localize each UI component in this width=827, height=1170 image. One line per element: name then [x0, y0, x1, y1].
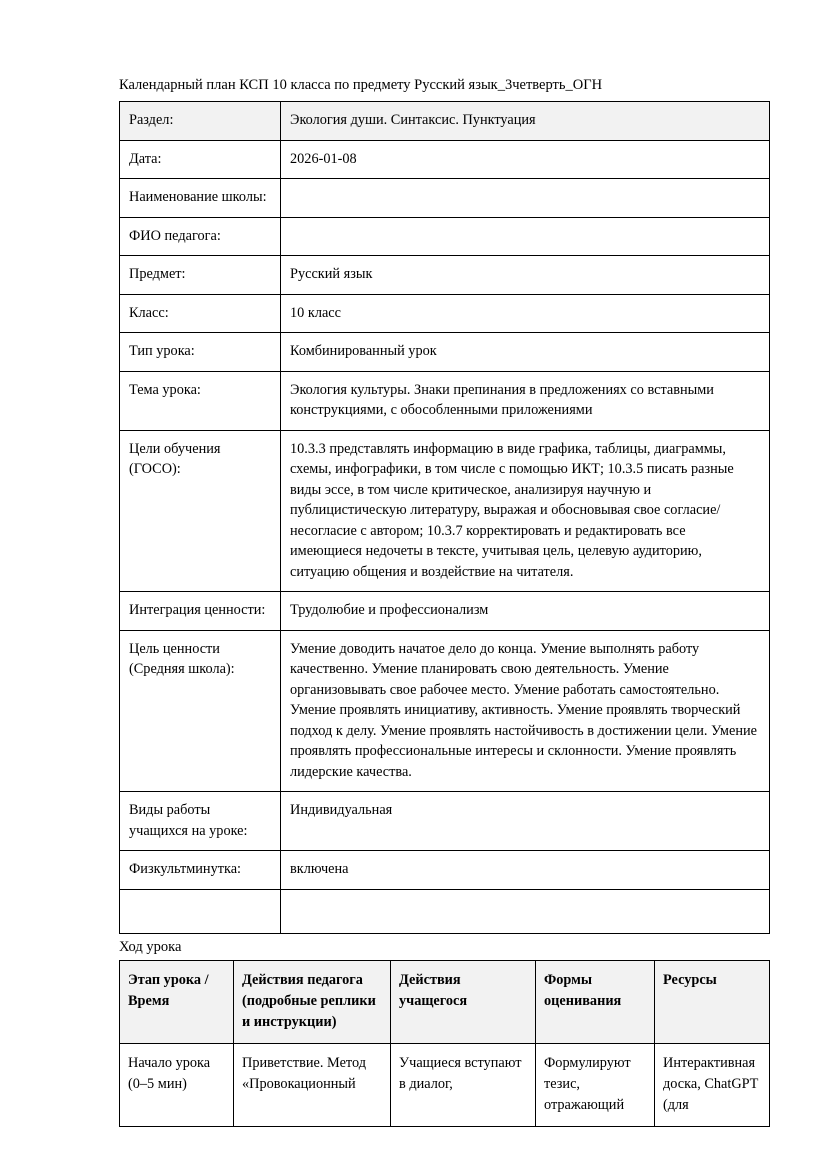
table-row: [120, 179, 770, 218]
info-label: Наименование школы:: [120, 179, 281, 218]
info-label: Цель ценности (Средняя школа):: [120, 630, 281, 792]
info-label: Тема урока:: [120, 371, 281, 430]
cell-teacher-actions: Приветствие. Метод «Провокационный: [234, 1043, 391, 1126]
info-label: Физкультминутка:: [120, 851, 281, 890]
column-header-assessment-forms: Формы оценивания: [536, 960, 655, 1043]
table-row: [120, 333, 770, 372]
info-label: Цели обучения (ГОСО):: [120, 430, 281, 592]
info-value: 10 класс: [281, 294, 770, 333]
table-row: [120, 630, 770, 792]
info-value: 2026-01-08: [281, 140, 770, 179]
info-value: Трудолюбие и профессионализм: [281, 592, 770, 631]
lesson-flow-table: [119, 960, 770, 1127]
table-row: [120, 371, 770, 430]
table-row: [120, 256, 770, 295]
info-value: Умение доводить начатое дело до конца. Умение выполнять работу качественно. Умение планировать свою деятельность. Умение организовывать свое рабочее место. Умение работать самостоятельно. Умение проявлять инициативу, активность. Умение проявлять творческий подход к делу. Умение проявлять настойчивость в достижении цели. Умение проявлять профессиональные интересы и склонности. Умение проявлять лидерские качества.: [281, 630, 770, 792]
table-row: [120, 102, 770, 141]
cell-assessment-forms: Формулируют тезис, отражающий: [536, 1043, 655, 1126]
info-value: [281, 889, 770, 933]
table-row: [120, 430, 770, 592]
column-header-stage: Этап урока / Время: [120, 960, 234, 1043]
table-row: [120, 592, 770, 631]
info-value: [281, 179, 770, 218]
info-label: Интеграция ценности:: [120, 592, 281, 631]
column-header-teacher-actions: Действия педагога (подробные реплики и инструкции): [234, 960, 391, 1043]
info-value: Русский язык: [281, 256, 770, 295]
info-value: [281, 217, 770, 256]
info-label: [120, 889, 281, 933]
lesson-flow-table-head: [120, 960, 770, 1043]
info-label: Тип урока:: [120, 333, 281, 372]
table-header-row: [120, 960, 770, 1043]
lesson-info-table-body: [120, 102, 770, 934]
cell-stage: Начало урока (0–5 мин): [120, 1043, 234, 1126]
document-content: [119, 76, 769, 1127]
table-row: [120, 1043, 770, 1126]
column-header-resources: Ресурсы: [655, 960, 770, 1043]
info-value: Экология души. Синтаксис. Пунктуация: [281, 102, 770, 141]
section-heading-lesson-flow: Ход урока: [119, 938, 182, 955]
info-value: Индивидуальная: [281, 792, 770, 851]
table-row: [120, 792, 770, 851]
cell-resources: Интерактивная доска, ChatGPT (для: [655, 1043, 770, 1126]
info-value: Экология культуры. Знаки препинания в предложениях со вставными конструкциями, с обособленными приложениями: [281, 371, 770, 430]
table-row: [120, 889, 770, 933]
table-row: [120, 217, 770, 256]
info-value: включена: [281, 851, 770, 890]
info-label: Предмет:: [120, 256, 281, 295]
lesson-info-table: [119, 101, 770, 934]
cell-student-actions: Учащиеся вступают в диалог,: [391, 1043, 536, 1126]
info-value: Комбинированный урок: [281, 333, 770, 372]
table-row: [120, 140, 770, 179]
info-label: Виды работы учащихся на уроке:: [120, 792, 281, 851]
info-label: ФИО педагога:: [120, 217, 281, 256]
column-header-student-actions: Действия учащегося: [391, 960, 536, 1043]
info-label: Раздел:: [120, 102, 281, 141]
table-row: [120, 294, 770, 333]
info-label: Дата:: [120, 140, 281, 179]
page-title: Календарный план КСП 10 класса по предмету Русский язык_3четверть_ОГН: [119, 77, 603, 93]
table-row: [120, 851, 770, 890]
info-value: 10.3.3 представлять информацию в виде графика, таблицы, диаграммы, схемы, инфографики, в том числе с помощью ИКТ; 10.3.5 писать разные виды эссе, в том числе критическое, анализируя научную и публицистическую литературу, выражая и обосновывая свое согласие/несогласие с автором; 10.3.7 корректировать и редактировать все имеющиеся недочеты в тексте, учитывая цель, целевую аудиторию, ситуацию общения и воздействие на читателя.: [281, 430, 770, 592]
info-label: Класс:: [120, 294, 281, 333]
lesson-flow-table-body: [120, 1043, 770, 1126]
